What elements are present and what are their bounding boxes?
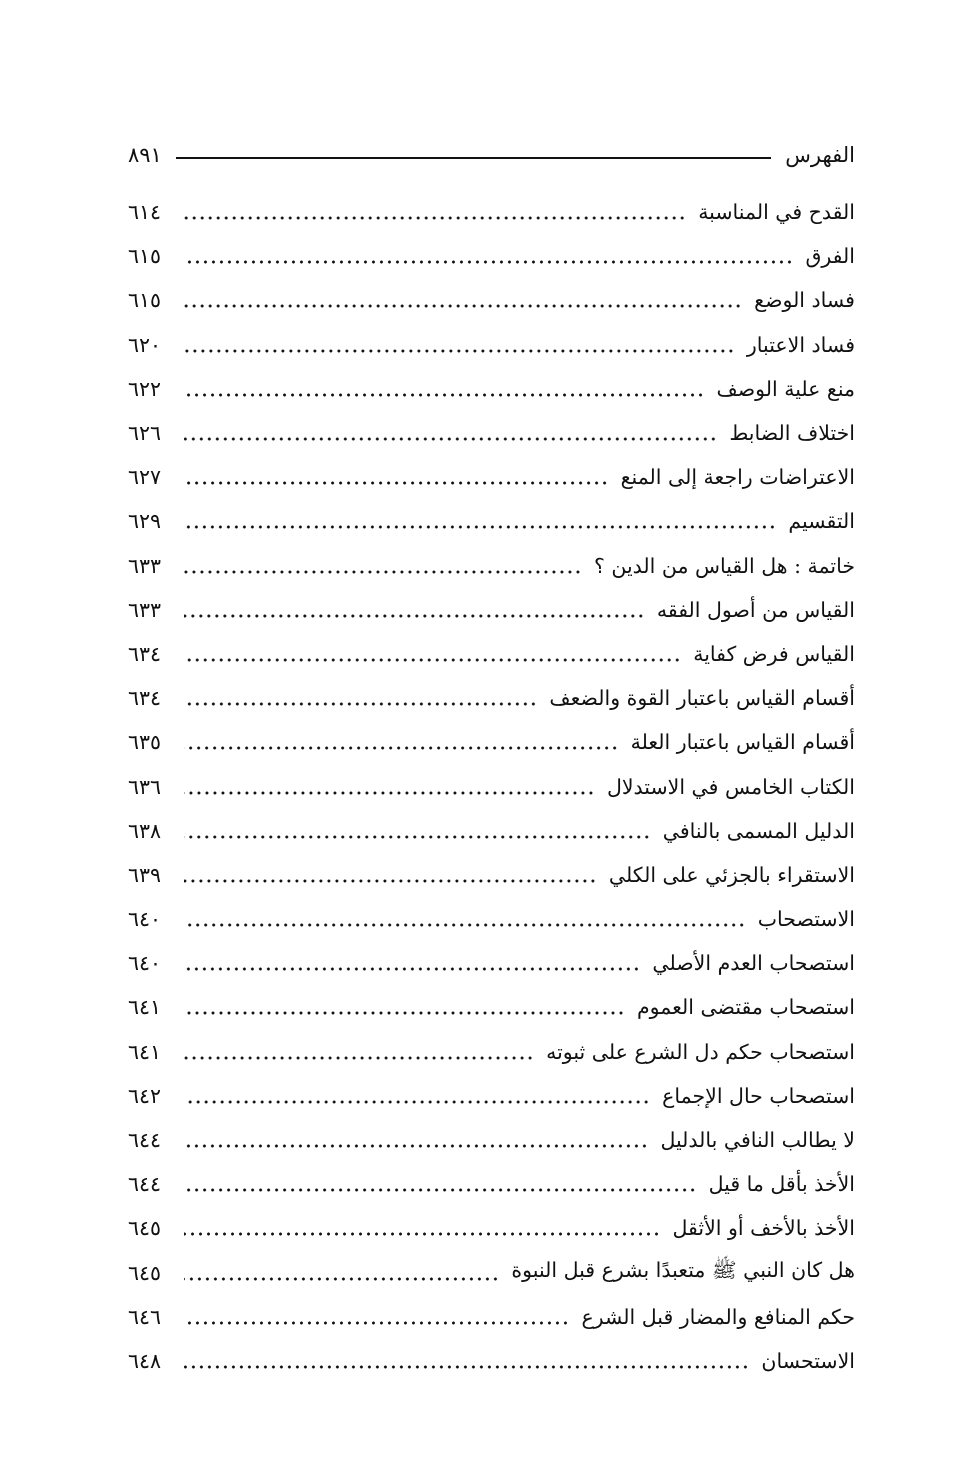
dot-leader bbox=[184, 1098, 650, 1106]
toc-entry-title: استصحاب مقتضى العموم bbox=[636, 995, 855, 1020]
dot-leader bbox=[184, 833, 651, 841]
toc-entry-title: الاعتراضات راجعة إلى المنع bbox=[620, 465, 855, 490]
dot-leader bbox=[184, 965, 640, 973]
toc-entry-page: ٦٣٨ bbox=[128, 818, 162, 843]
toc-entry-title: استصحاب حكم دل الشرع على ثبوته bbox=[546, 1039, 855, 1064]
toc-entry-page: ٦٤٨ bbox=[128, 1348, 162, 1373]
toc-entry-page: ٦٢٠ bbox=[128, 332, 162, 357]
dot-leader bbox=[184, 523, 776, 531]
toc-entry-title: فساد الوضع bbox=[754, 288, 855, 313]
toc-entry-title: منع علية الوصف bbox=[716, 376, 855, 401]
toc-entry-title: استصحاب العدم الأصلي bbox=[652, 951, 855, 976]
toc-entry-title: الدليل المسمى بالنافي bbox=[662, 818, 855, 843]
toc-entry bbox=[128, 190, 855, 234]
toc-entry-page: ٦٣٦ bbox=[128, 774, 162, 799]
dot-leader bbox=[184, 1142, 648, 1150]
toc-entry-page: ٦٤٥ bbox=[128, 1216, 162, 1241]
dot-leader bbox=[184, 612, 645, 620]
toc-entry-title: القياس فرض كفاية bbox=[693, 641, 855, 666]
toc-entry-title: فساد الاعتبار bbox=[746, 332, 855, 357]
dot-leader bbox=[184, 1319, 569, 1327]
toc-entry-page: ٦٢٩ bbox=[128, 509, 162, 534]
running-header bbox=[128, 138, 855, 172]
toc-entry-page: ٦١٥ bbox=[128, 288, 162, 313]
toc-entry bbox=[128, 1118, 855, 1162]
dot-leader bbox=[184, 700, 537, 708]
toc-entry bbox=[128, 1295, 855, 1339]
header-rule bbox=[176, 157, 771, 159]
toc-entry-page: ٦٢٧ bbox=[128, 465, 162, 490]
toc-entry-page: ٦٤١ bbox=[128, 1039, 162, 1064]
toc-entry-title: أقسام القياس باعتبار القوة والضعف bbox=[549, 686, 855, 711]
toc-entry bbox=[128, 588, 855, 632]
toc-entry bbox=[128, 1206, 855, 1250]
toc-entry bbox=[128, 676, 855, 720]
toc-entry bbox=[128, 809, 855, 853]
dot-leader bbox=[184, 479, 609, 487]
toc-entry-page: ٦٤٠ bbox=[128, 951, 162, 976]
toc-entry-title: الفرق bbox=[805, 244, 855, 269]
dot-leader bbox=[184, 656, 681, 664]
dot-leader bbox=[184, 435, 717, 443]
dot-leader bbox=[184, 1009, 625, 1017]
dot-leader bbox=[184, 568, 582, 576]
toc-entry-page: ٦٤٠ bbox=[128, 907, 162, 932]
toc-entry-page: ٦٣٤ bbox=[128, 641, 162, 666]
toc-entry-page: ٦٤٦ bbox=[128, 1304, 162, 1329]
dot-leader bbox=[184, 744, 619, 752]
toc-entry bbox=[128, 323, 855, 367]
dot-leader bbox=[184, 1363, 749, 1371]
toc-entry-page: ٦٢٦ bbox=[128, 421, 162, 446]
toc-entry-page: ٦٤١ bbox=[128, 995, 162, 1020]
toc-entry bbox=[128, 1074, 855, 1118]
toc-entry-page: ٦٣٩ bbox=[128, 862, 162, 887]
toc-entry-title: الاستحسان bbox=[761, 1348, 855, 1373]
toc-entry-page: ٦٣٣ bbox=[128, 553, 162, 578]
toc-entry-page: ٦١٥ bbox=[128, 244, 162, 269]
toc-entry bbox=[128, 544, 855, 588]
toc-entry-title: القدح في المناسبة bbox=[698, 200, 855, 225]
toc-entry bbox=[128, 411, 855, 455]
toc-entry-title: هل كان النبي ﷺ متعبدًا بشرع قبل النبوة bbox=[511, 1257, 855, 1282]
toc-entry-title: الأخذ بأقل ما قيل bbox=[708, 1172, 855, 1197]
toc-entry bbox=[128, 367, 855, 411]
toc-entry-title: استصحاب حال الإجماع bbox=[662, 1083, 855, 1108]
toc-entry bbox=[128, 985, 855, 1029]
toc-entry bbox=[128, 1251, 855, 1295]
toc-entry-title: التقسيم bbox=[788, 509, 855, 534]
toc-entry-title: القياس من أصول الفقه bbox=[656, 597, 855, 622]
toc-entry bbox=[128, 632, 855, 676]
toc-entry bbox=[128, 455, 855, 499]
toc-entry bbox=[128, 853, 855, 897]
toc-entry-title: الكتاب الخامس في الاستدلال bbox=[606, 774, 855, 799]
dot-leader bbox=[184, 258, 793, 266]
toc-entry bbox=[128, 941, 855, 985]
toc-entry-title: الاستقراء بالجزئي على الكلي bbox=[608, 862, 855, 887]
toc-entry-title: اختلاف الضابط bbox=[729, 421, 855, 446]
toc-entry bbox=[128, 897, 855, 941]
dot-leader bbox=[184, 1275, 499, 1283]
toc-entry bbox=[128, 1162, 855, 1206]
toc-entry-page: ٦٤٤ bbox=[128, 1128, 162, 1153]
toc-entry-title: الأخذ بالأخف أو الأثقل bbox=[672, 1216, 855, 1241]
toc-entry-page: ٦٤٤ bbox=[128, 1172, 162, 1197]
toc-entry bbox=[128, 720, 855, 764]
toc-entry-title: الاستصحاب bbox=[757, 907, 855, 932]
toc-entry-page: ٦٣٣ bbox=[128, 597, 162, 622]
dot-leader bbox=[184, 877, 597, 885]
dot-leader bbox=[184, 214, 686, 222]
toc-entry bbox=[128, 1339, 855, 1383]
header-title: الفهرس bbox=[785, 143, 855, 167]
dot-leader bbox=[184, 302, 742, 310]
dot-leader bbox=[184, 1054, 534, 1062]
toc-entry-page: ٦٤٢ bbox=[128, 1083, 162, 1108]
toc-entry bbox=[128, 499, 855, 543]
toc-entry bbox=[128, 1030, 855, 1074]
dot-leader bbox=[184, 1230, 661, 1238]
header-page-number: ٨٩١ bbox=[128, 143, 162, 167]
toc-entry-page: ٦١٤ bbox=[128, 200, 162, 225]
toc-entry-page: ٦٣٤ bbox=[128, 686, 162, 711]
toc-entry-page: ٦٣٥ bbox=[128, 730, 162, 755]
toc-entry-title: أقسام القياس باعتبار العلة bbox=[630, 730, 855, 755]
dot-leader bbox=[184, 921, 746, 929]
dot-leader bbox=[184, 1186, 697, 1194]
toc-entry-page: ٦٢٢ bbox=[128, 376, 162, 401]
toc-entry-title: لا يطالب النافي بالدليل bbox=[660, 1128, 855, 1153]
dot-leader bbox=[184, 789, 595, 797]
toc-entry bbox=[128, 234, 855, 278]
table-of-contents bbox=[128, 190, 855, 1383]
toc-entry-title: حكم المنافع والمضار قبل الشرع bbox=[581, 1304, 855, 1329]
toc-entry bbox=[128, 764, 855, 808]
toc-entry-page: ٦٤٥ bbox=[128, 1260, 162, 1285]
dot-leader bbox=[184, 347, 735, 355]
toc-entry-title: خاتمة : هل القياس من الدين ؟ bbox=[593, 553, 855, 578]
toc-entry bbox=[128, 278, 855, 322]
dot-leader bbox=[184, 391, 705, 399]
